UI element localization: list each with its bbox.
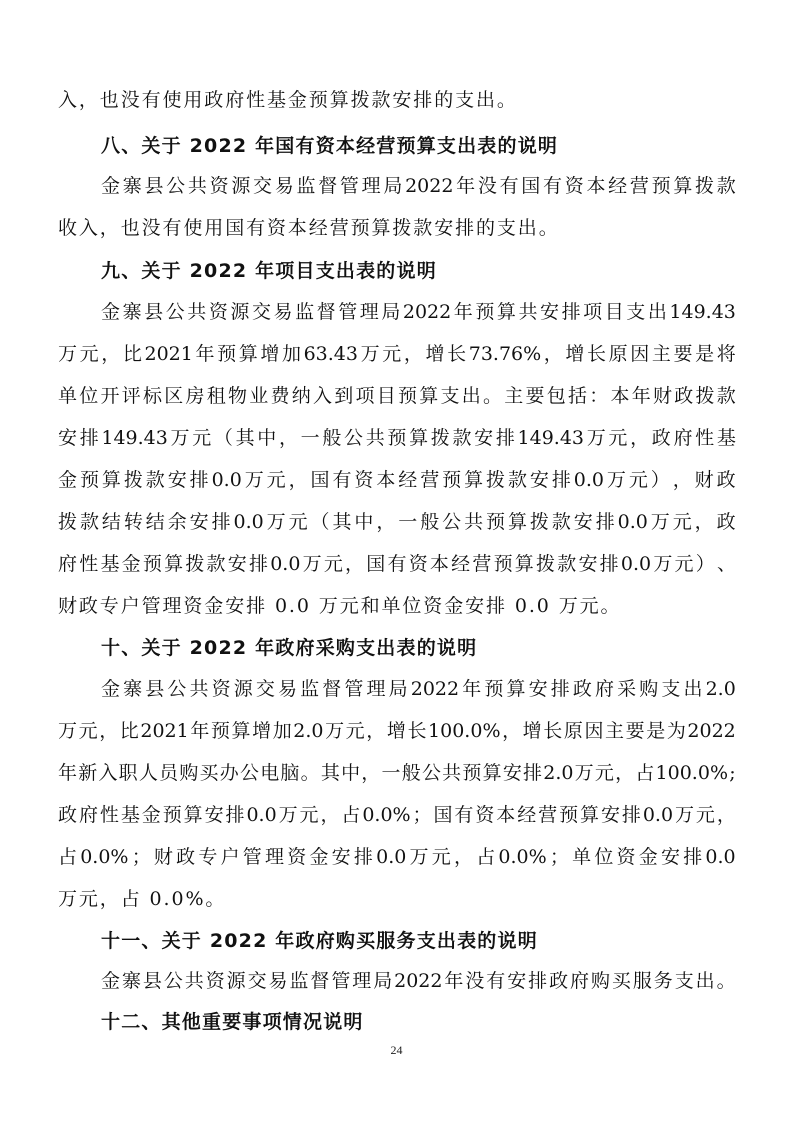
section-heading-8: 八、关于 2022 年国有资本经营预算支出表的说明	[101, 135, 559, 157]
body-text-line: 金 寨 县 公 共 资 源 交 易 监 督 管 理 局 2022 年 预 算 安 排 政 府 采 购 支 出 2.0	[101, 678, 736, 700]
section-heading-12: 十二、其他重要事项情况说明	[101, 1011, 364, 1033]
body-text-line: 金 寨 县 公 共 资 源 交 易 监 督 管 理 局 2022 年 没 有 安 排 政 府 购 买 服 务 支 出 。	[101, 970, 736, 992]
body-text-line: 万 元 ， 比 2021 年 预 算 增 加 63.43 万 元 ， 增 长 73.76% ， 增 长 原 因 主 要 是 将	[58, 343, 736, 365]
body-text-line: 政 府 性 基 金 预 算 安 排 0.0 万 元 ， 占 0.0% ； 国 有 资 本 经 营 预 算 安 排 0.0 万 元 ，	[58, 804, 736, 826]
body-text-line: 占 0.0% ； 财 政 专 户 管 理 资 金 安 排 0.0 万 元 ， 占 0.0% ； 单 位 资 金 安 排 0.0	[58, 846, 736, 868]
body-text-line: 金 寨 县 公 共 资 源 交 易 监 督 管 理 局 2022 年 没 有 国 有 资 本 经 营 预 算 拨 款	[101, 175, 736, 197]
body-text-line: 安 排 149.43 万 元 （ 其 中 ， 一 般 公 共 预 算 拨 款 安 排 149.43 万 元 ， 政 府 性 基	[58, 427, 736, 449]
page-number: 24	[390, 1043, 403, 1057]
body-text-line: 府 性 基 金 预 算 拨 款 安 排 0.0 万 元 ， 国 有 资 本 经 营 预 算 拨 款 安 排 0.0 万 元 ） 、	[58, 553, 736, 575]
body-text-line: 财政专户管理资金安排 0.0 万元和单位资金安排 0.0 万元。	[58, 595, 622, 617]
body-text-line: 万 元 ， 比 2021 年 预 算 增 加 2.0 万 元 ， 增 长 100.0% ， 增 长 原 因 主 要 是 为 2022	[58, 720, 736, 742]
body-text-line: 单 位 开 评 标 区 房 租 物 业 费 纳 入 到 项 目 预 算 支 出 。 主 要 包 括 ： 本 年 财 政 拨 款	[58, 385, 736, 407]
section-heading-9: 九、关于 2022 年项目支出表的说明	[101, 260, 437, 282]
body-text-line: 收入，也没有使用国有资本经营预算拨款安排的支出。	[58, 217, 560, 239]
body-text-line: 金 预 算 拨 款 安 排 0.0 万 元 ， 国 有 资 本 经 营 预 算 拨 款 安 排 0.0 万 元 ） ， 财 政	[58, 469, 736, 491]
body-text-line: 金 寨 县 公 共 资 源 交 易 监 督 管 理 局 2022 年 预 算 共 安 排 项 目 支 出 149.43	[101, 301, 736, 323]
body-text-line: 万元，占 0.0%。	[58, 888, 227, 910]
section-heading-11: 十一、关于 2022 年政府购买服务支出表的说明	[101, 930, 538, 952]
body-text-line: 拨 款 结 转 结 余 安 排 0.0 万 元 （ 其 中 ， 一 般 公 共 预 算 拨 款 安 排 0.0 万 元 ， 政	[58, 511, 736, 533]
section-heading-10: 十、关于 2022 年政府采购支出表的说明	[101, 637, 478, 659]
body-text-line: 年 新 入 职 人 员 购 买 办 公 电 脑 。 其 中 ， 一 般 公 共 预 算 安 排 2.0 万 元 ， 占 100.0% ;	[58, 762, 736, 784]
body-text-line: 入，也没有使用政府性基金预算拨款安排的支出。	[58, 89, 518, 111]
